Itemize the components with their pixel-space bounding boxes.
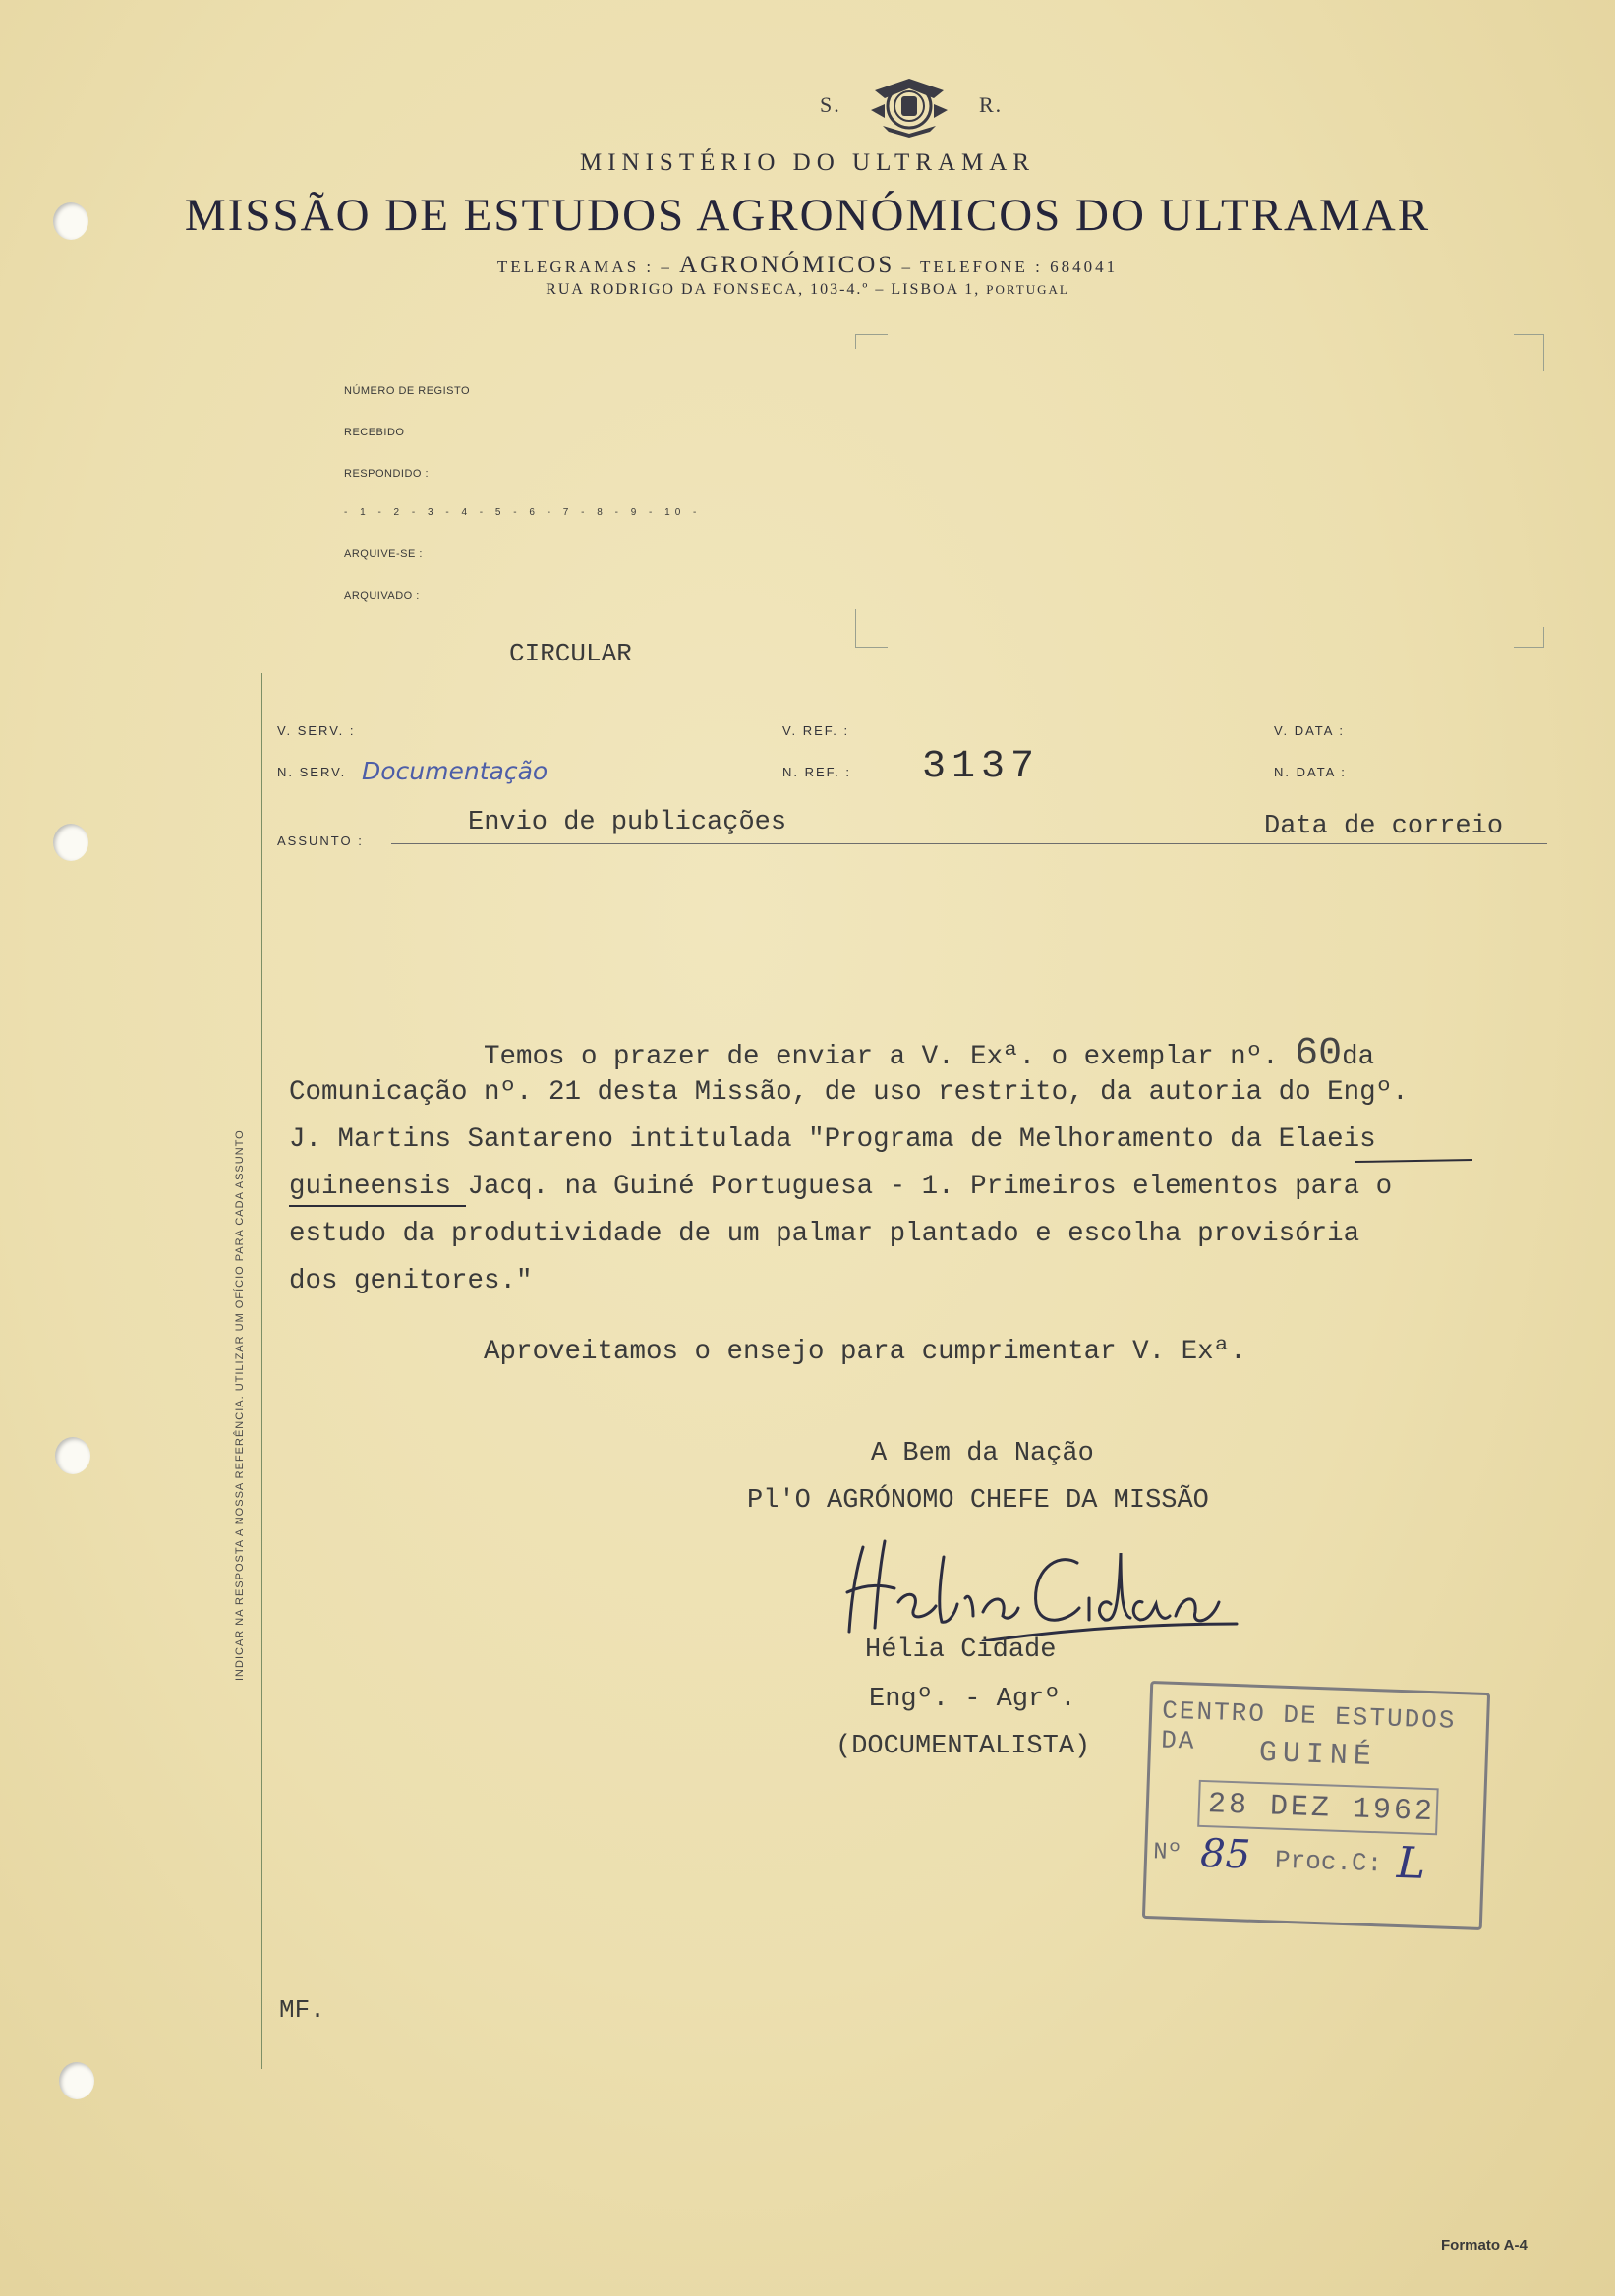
our-service-stamp: Documentação bbox=[362, 757, 548, 785]
subject-date: Data de correio bbox=[1264, 812, 1504, 841]
coat-of-arms-icon bbox=[865, 71, 953, 140]
box-corner bbox=[855, 609, 888, 648]
stamp-number: 85 bbox=[1199, 1830, 1251, 1878]
our-service-label: N. SERV. bbox=[277, 765, 347, 779]
answered-label: RESPONDIDO : bbox=[344, 468, 430, 480]
signatory-title: Pl'O AGRÓNOMO CHEFE DA MISSÃO bbox=[747, 1486, 1209, 1516]
document-type: CIRCULAR bbox=[509, 639, 632, 668]
signature-icon bbox=[826, 1533, 1239, 1641]
telegram-line bbox=[0, 252, 1615, 279]
address-line bbox=[0, 281, 1615, 299]
address-street: RUA RODRIGO DA FONSECA, 103-4.º – LISBOA 1, bbox=[546, 281, 981, 298]
signatory-degree: Engº. - Agrº. bbox=[869, 1685, 1076, 1714]
telegram-label: TELEGRAMAS : – bbox=[496, 258, 672, 276]
ministry-name: MINISTÉRIO DO ULTRAMAR bbox=[579, 149, 1036, 176]
body-line: Temos o prazer de enviar a V. Exª. o exemplar nº. 60da bbox=[484, 1032, 1375, 1076]
body-line: estudo da produtividade de um palmar plantado e escolha provisória bbox=[289, 1219, 1360, 1249]
stamp-process-label: Proc.C: bbox=[1274, 1845, 1383, 1879]
header-letter-s: S. bbox=[820, 92, 841, 117]
telegram-value: AGRONÓMICOS bbox=[679, 252, 895, 278]
form-format: Formato A-4 bbox=[1441, 2237, 1528, 2254]
stamp-process-value: L bbox=[1396, 1837, 1427, 1889]
box-corner bbox=[1514, 334, 1544, 371]
subject-value: Envio de publicações bbox=[468, 808, 787, 837]
stamp-date-box bbox=[1197, 1780, 1439, 1835]
typist-initials: MF. bbox=[279, 1995, 325, 2025]
telephone-label: – TELEFONE : bbox=[901, 258, 1043, 276]
header-letter-r: R. bbox=[979, 92, 1004, 117]
punch-hole bbox=[53, 824, 88, 861]
stamp-date: 28 DEZ 1962 bbox=[1207, 1788, 1436, 1830]
signatory-role: (DOCUMENTALISTA) bbox=[836, 1732, 1091, 1761]
signatory-name: Hélia Cidade bbox=[865, 1636, 1057, 1665]
your-ref-label: V. REF. : bbox=[782, 723, 850, 738]
body-line: dos genitores." bbox=[289, 1266, 533, 1296]
our-date-label: N. DATA : bbox=[1274, 765, 1347, 779]
stamp-region: GUINÉ bbox=[1258, 1736, 1378, 1775]
punch-hole bbox=[55, 1437, 90, 1474]
punch-hole bbox=[59, 2062, 94, 2099]
box-corner bbox=[855, 334, 888, 349]
telephone-value: 684041 bbox=[1050, 258, 1119, 276]
underline-mark bbox=[1355, 1159, 1472, 1163]
subject-label: ASSUNTO : bbox=[277, 833, 364, 848]
registry-number-label: NÚMERO DE REGISTO bbox=[344, 385, 471, 397]
body-line: Comunicação nº. 21 desta Missão, de uso restrito, da autoria do Engº. bbox=[289, 1077, 1409, 1108]
body-line: guineensis Jacq. na Guiné Portuguesa - 1. Primeiros elementos para o bbox=[289, 1172, 1393, 1202]
mission-name: MISSÃO DE ESTUDOS AGRONÓMICOS DO ULTRAMAR bbox=[184, 190, 1431, 241]
your-date-label: V. DATA : bbox=[1274, 723, 1345, 738]
margin-instruction: INDICAR NA RESPOSTA A NOSSA REFERÊNCIA. UTILIZAR UM OFÍCIO PARA CADA ASSUNTO bbox=[234, 1129, 246, 1681]
subject-rule bbox=[391, 843, 1547, 844]
margin-rule bbox=[261, 673, 262, 2069]
received-label: RECEBIDO bbox=[344, 427, 405, 438]
box-corner bbox=[1514, 627, 1544, 648]
copy-number: 60 bbox=[1295, 1032, 1343, 1076]
our-ref-label: N. REF. : bbox=[782, 765, 852, 779]
address-country: PORTUGAL bbox=[986, 282, 1069, 297]
stamp-number-label: Nº bbox=[1152, 1839, 1182, 1867]
body-line: J. Martins Santareno intitulada "Programa de Melhoramento da Elaeis bbox=[289, 1124, 1376, 1155]
salutation: A Bem da Nação bbox=[871, 1439, 1094, 1468]
your-service-label: V. SERV. : bbox=[277, 723, 356, 738]
underline-mark bbox=[289, 1205, 466, 1207]
archived-label: ARQUIVADO : bbox=[344, 590, 420, 602]
reception-stamp bbox=[1142, 1681, 1490, 1930]
stamp-centre-name: CENTRO DE ESTUDOS DA bbox=[1160, 1695, 1457, 1756]
number-scale: - 1 - 2 - 3 - 4 - 5 - 6 - 7 - 8 - 9 - 10 - bbox=[344, 507, 702, 518]
our-ref-number: 3137 bbox=[922, 745, 1041, 789]
closing-line: Aproveitamos o ensejo para cumprimentar V. Exª. bbox=[484, 1337, 1246, 1367]
archive-label: ARQUIVE-SE : bbox=[344, 548, 423, 560]
